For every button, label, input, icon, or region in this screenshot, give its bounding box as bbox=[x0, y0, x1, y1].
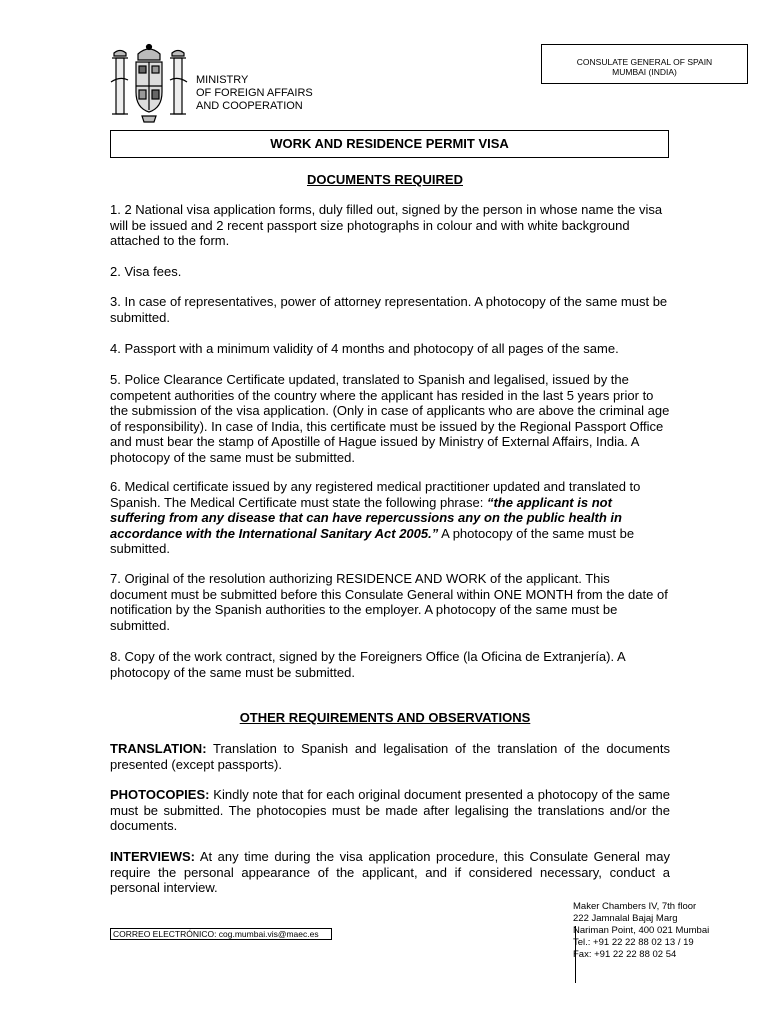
consulate-name: CONSULATE GENERAL OF SPAIN bbox=[576, 57, 713, 67]
coat-of-arms-icon bbox=[108, 42, 190, 124]
address-line: 222 Jamnalal Bajaj Marg bbox=[573, 913, 678, 924]
ministry-block bbox=[196, 74, 313, 113]
requirement-item: 3. In case of representatives, power of attorney representation. A photocopy of the same must be submitted. bbox=[110, 294, 668, 325]
observations-heading: OTHER REQUIREMENTS AND OBSERVATIONS bbox=[239, 710, 531, 725]
medical-phrase: “the applicant is not suffering from any disease that can have repercussions any on the public health in accordance with the International Sanitary Act 2005.” bbox=[110, 494, 622, 541]
consulate-city: MUMBAI (INDIA) bbox=[612, 67, 677, 77]
documents-required-heading: DOCUMENTS REQUIRED bbox=[306, 172, 463, 187]
observation-text: At any time during the visa application procedure, this Consulate General may require the personal appearance of the applicant, and if considered necessary, conduct a personal interview. bbox=[110, 849, 670, 896]
requirement-item bbox=[110, 479, 670, 557]
observation-label: TRANSLATION: bbox=[110, 741, 207, 756]
address-line: Nariman Point, 400 021 Mumbai bbox=[573, 925, 710, 936]
document-title: WORK AND RESIDENCE PERMIT VISA bbox=[110, 130, 669, 158]
requirement-item: 1. 2 National visa application forms, duly filled out, signed by the person in whose name the visa will be issued and 2 recent passport size photographs in colour and with white background attached to the form. bbox=[110, 202, 663, 249]
observation-text: Kindly note that for each original document presented a photocopy of the same must be submitted. The photocopies must be made after legalising the translations and/or the documents. bbox=[110, 787, 670, 834]
observation-translation bbox=[110, 741, 670, 772]
item-text: A photocopy of the same must be submitted. bbox=[110, 525, 635, 557]
requirement-item: 2. Visa fees. bbox=[110, 264, 182, 279]
observation-label: PHOTOCOPIES: bbox=[110, 787, 210, 802]
requirement-item: 7. Original of the resolution authorizing RESIDENCE AND WORK of the applicant. This document must be submitted before this Consulate General within ONE MONTH from the date of notification by the Spanish authorities to the employer. A photocopy of the same must be submitted. bbox=[110, 571, 668, 633]
requirement-item: 5. Police Clearance Certificate updated, translated to Spanish and legalised, issued by the competent authorities of the country where the applicant has resided in the last 5 years prior to the submission of the visa application. (Only in case of applicants who are above the criminal age of responsibility). In case of India, this certificate must be issued by the Regional Passport Office and must bear the stamp of Apostille of Hague issued by Ministry of External Affairs, India. A photocopy of the same must be submitted. bbox=[110, 372, 670, 465]
address-line: Fax: +91 22 22 88 02 54 bbox=[573, 949, 677, 960]
observation-photocopies bbox=[110, 787, 670, 834]
observation-label: INTERVIEWS: bbox=[110, 849, 195, 864]
address-line: Maker Chambers IV, 7th floor bbox=[573, 901, 697, 912]
ministry-line: OF FOREIGN AFFAIRS bbox=[196, 87, 313, 99]
ministry-line: AND COOPERATION bbox=[196, 100, 303, 112]
observation-text: Translation to Spanish and legalisation of the translation of the documents presented (except passports). bbox=[110, 741, 670, 772]
address-block bbox=[573, 901, 709, 961]
item-text: 6. Medical certificate issued by any registered medical practitioner updated and translated to Spanish. The Medical Certificate must state the following phrase: bbox=[110, 479, 641, 510]
ministry-line: MINISTRY bbox=[196, 74, 249, 86]
consulate-box bbox=[541, 44, 748, 84]
requirement-item: 4. Passport with a minimum validity of 4 months and photocopy of all pages of the same. bbox=[110, 341, 619, 356]
email-box: CORREO ELECTRÓNICO: cog.mumbai.vis@maec.es bbox=[110, 928, 332, 940]
address-line: Tel.: +91 22 22 88 02 13 / 19 bbox=[573, 937, 694, 948]
observation-interviews bbox=[110, 849, 670, 896]
requirement-item: 8. Copy of the work contract, signed by the Foreigners Office (la Oficina de Extranjería). A photocopy of the same must be submitted. bbox=[110, 649, 625, 680]
